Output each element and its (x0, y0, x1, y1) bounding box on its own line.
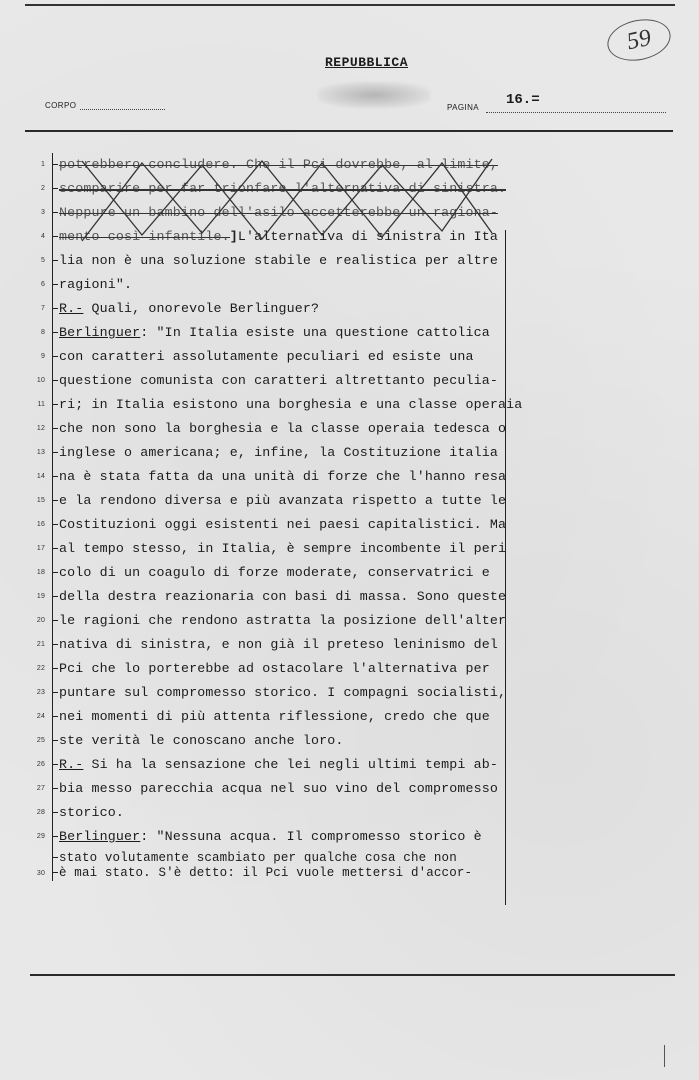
typed-text: Pci che lo porterebbe ad ostacolare l'alternativa per (59, 661, 490, 676)
text-line (36, 441, 513, 465)
typed-text: storico. (59, 805, 125, 820)
line-number: 2 (40, 185, 45, 192)
typed-text: Costituzioni oggi esistenti nei paesi capitalistici. Ma (59, 517, 507, 532)
newspaper-title: REPUBBLICA (325, 55, 409, 70)
line-number: 16 (36, 521, 45, 528)
typed-text: e la rendono diversa e più avanzata rispetto a tutte le (59, 493, 507, 508)
text-line (36, 537, 513, 561)
line-text (53, 633, 498, 657)
line-text (53, 705, 490, 729)
text-line (40, 321, 513, 345)
typed-text: colo di un coagulo di forze moderate, conservatrici e (59, 565, 490, 580)
line-text (53, 321, 490, 345)
deleted-text: mento così infantile. (59, 225, 230, 249)
typed-text: inglese o americana; e, infine, la Costituzione italia (59, 445, 498, 460)
typed-text: questione comunista con caratteri altrettanto peculia- (59, 373, 498, 388)
line-text (53, 513, 506, 537)
line-text (53, 609, 506, 633)
header-rule (25, 130, 673, 132)
typed-text: che non sono la borghesia e la classe operaia tedesca o (59, 421, 507, 436)
line-text (53, 585, 506, 609)
deleted-text: Neppure un bambino dell'asilo accetterebbe un ragiona- (59, 201, 498, 225)
line-number: 30 (36, 870, 45, 877)
line-text (53, 489, 506, 513)
line-text (53, 537, 506, 561)
bottom-rule (30, 974, 675, 976)
line-number: 1 (40, 161, 45, 168)
line-number: 17 (36, 545, 45, 552)
line-number: 8 (40, 329, 45, 336)
typed-text: Quali, onorevole Berlinguer? (83, 301, 320, 316)
line-number: 14 (36, 473, 45, 480)
text-line (36, 825, 513, 849)
speaker-label: R.- (59, 757, 84, 772)
typed-text-block (36, 153, 523, 881)
text-line (36, 753, 513, 777)
line-text (53, 177, 506, 201)
line-number: 11 (37, 401, 45, 408)
typed-text: nativa di sinistra, e non già il preteso leninismo del (59, 637, 498, 652)
line-text (53, 249, 498, 273)
typed-text: della destra reazionaria con basi di massa. Sono queste (59, 589, 507, 604)
line-text (53, 825, 482, 849)
text-line (40, 177, 513, 201)
speaker-label: Berlinguer (59, 325, 141, 340)
line-number: 15 (36, 497, 45, 504)
text-line (40, 225, 513, 249)
text-line (37, 393, 523, 417)
text-line (36, 417, 513, 441)
line-text (53, 417, 506, 441)
line-text (53, 153, 498, 177)
text-line (40, 201, 513, 225)
typed-text: stato volutamente scambiato per qualche cosa che non (59, 851, 457, 865)
line-number: 23 (36, 689, 45, 696)
typed-text: bia messo parecchia acqua nel suo vino del compromesso (59, 781, 498, 796)
line-number: 7 (40, 305, 45, 312)
line-text (53, 345, 474, 369)
text-line (36, 585, 513, 609)
typed-text: L'alternativa di sinistra in Ita (237, 229, 499, 244)
typed-text: nei momenti di più attenta riflessione, credo che que (59, 709, 490, 724)
text-line (36, 633, 513, 657)
text-line (40, 249, 513, 273)
typed-text: è mai stato. S'è detto: il Pci vuole mettersi d'accor- (59, 866, 473, 880)
line-number: 21 (36, 641, 45, 648)
line-number: 4 (40, 233, 45, 240)
typed-text: : "Nessuna acqua. Il compromesso storico è (140, 829, 482, 844)
speaker-label: R.- (59, 301, 84, 316)
line-text (53, 369, 498, 393)
deleted-text: scomparire per far trionfare l'alternativa di sinistra. (59, 177, 506, 201)
text-line (36, 561, 513, 585)
line-text (53, 273, 132, 297)
typed-text: ste verità le conoscano anche loro. (59, 733, 344, 748)
line-text (53, 777, 498, 801)
text-line (36, 777, 513, 801)
line-text (53, 851, 457, 866)
typed-text: ragioni". (59, 277, 133, 292)
line-number: 18 (36, 569, 45, 576)
line-text (53, 561, 490, 585)
text-line (53, 851, 513, 866)
line-text (53, 297, 319, 321)
bottom-margin-mark (664, 1045, 665, 1067)
line-number: 20 (36, 617, 45, 624)
line-number: 22 (36, 665, 45, 672)
text-line (40, 345, 513, 369)
text-line (36, 705, 513, 729)
text-line (40, 297, 513, 321)
typed-text: Si ha la sensazione che lei negli ultimi tempi ab- (83, 757, 498, 772)
line-number: 26 (36, 761, 45, 768)
right-margin-rule (505, 230, 506, 905)
line-number: 25 (36, 737, 45, 744)
top-rule (25, 4, 675, 6)
deleted-text: potrebbero concludere. Che il Pci dovrebbe, al limite, (59, 153, 498, 177)
typed-text: lia non è una soluzione stabile e realistica per altre (59, 253, 498, 268)
pagina-value: 16.= (506, 92, 540, 108)
line-number: 10 (36, 377, 45, 384)
text-line (40, 273, 513, 297)
text-line (36, 866, 513, 881)
corpo-label: CORPO (45, 101, 77, 110)
text-line (36, 801, 513, 825)
line-number: 13 (36, 449, 45, 456)
line-number: 3 (40, 209, 45, 216)
text-line (36, 465, 513, 489)
text-line (36, 609, 513, 633)
line-number: 27 (36, 785, 45, 792)
text-line (36, 657, 513, 681)
corpo-field (80, 101, 165, 110)
line-text (53, 753, 498, 777)
line-text (53, 201, 498, 225)
line-text: mento così infantile.]L'alternativa di sinistra in Ita (53, 225, 498, 249)
line-number: 24 (36, 713, 45, 720)
line-number: 29 (36, 833, 45, 840)
text-line (40, 153, 513, 177)
typed-text: con caratteri assolutamente peculiari ed esiste una (59, 349, 474, 364)
smudged-stamp (318, 82, 430, 108)
text-line (36, 681, 513, 705)
line-number: 12 (36, 425, 45, 432)
folio-number-circled: 59 (604, 14, 675, 66)
typed-text: puntare sul compromesso storico. I compagni socialisti, (59, 685, 507, 700)
line-text (53, 801, 124, 825)
text-line (36, 513, 513, 537)
text-line (36, 729, 513, 753)
pagina-label: PAGINA (447, 103, 480, 112)
line-number: 9 (40, 353, 45, 360)
line-text (53, 441, 498, 465)
typed-text: al tempo stesso, in Italia, è sempre incombente il peri (59, 541, 507, 556)
line-text (53, 465, 506, 489)
typed-text: : "In Italia esiste una questione cattolica (140, 325, 490, 340)
line-text (53, 729, 344, 753)
line-text (53, 866, 472, 881)
speaker-label: Berlinguer (59, 829, 141, 844)
typed-text: na è stata fatta da una unità di forze che l'hanno resa (59, 469, 507, 484)
line-text (53, 681, 506, 705)
line-text (53, 393, 522, 417)
typed-text: ri; in Italia esistono una borghesia e una classe operaia (59, 397, 523, 412)
typed-text: le ragioni che rendono astratta la posizione dell'alter (59, 613, 507, 628)
line-text (53, 657, 490, 681)
text-line (36, 369, 513, 393)
line-number: 19 (36, 593, 45, 600)
text-line (36, 489, 513, 513)
line-number: 5 (40, 257, 45, 264)
line-number: 6 (40, 281, 45, 288)
line-number: 28 (36, 809, 45, 816)
